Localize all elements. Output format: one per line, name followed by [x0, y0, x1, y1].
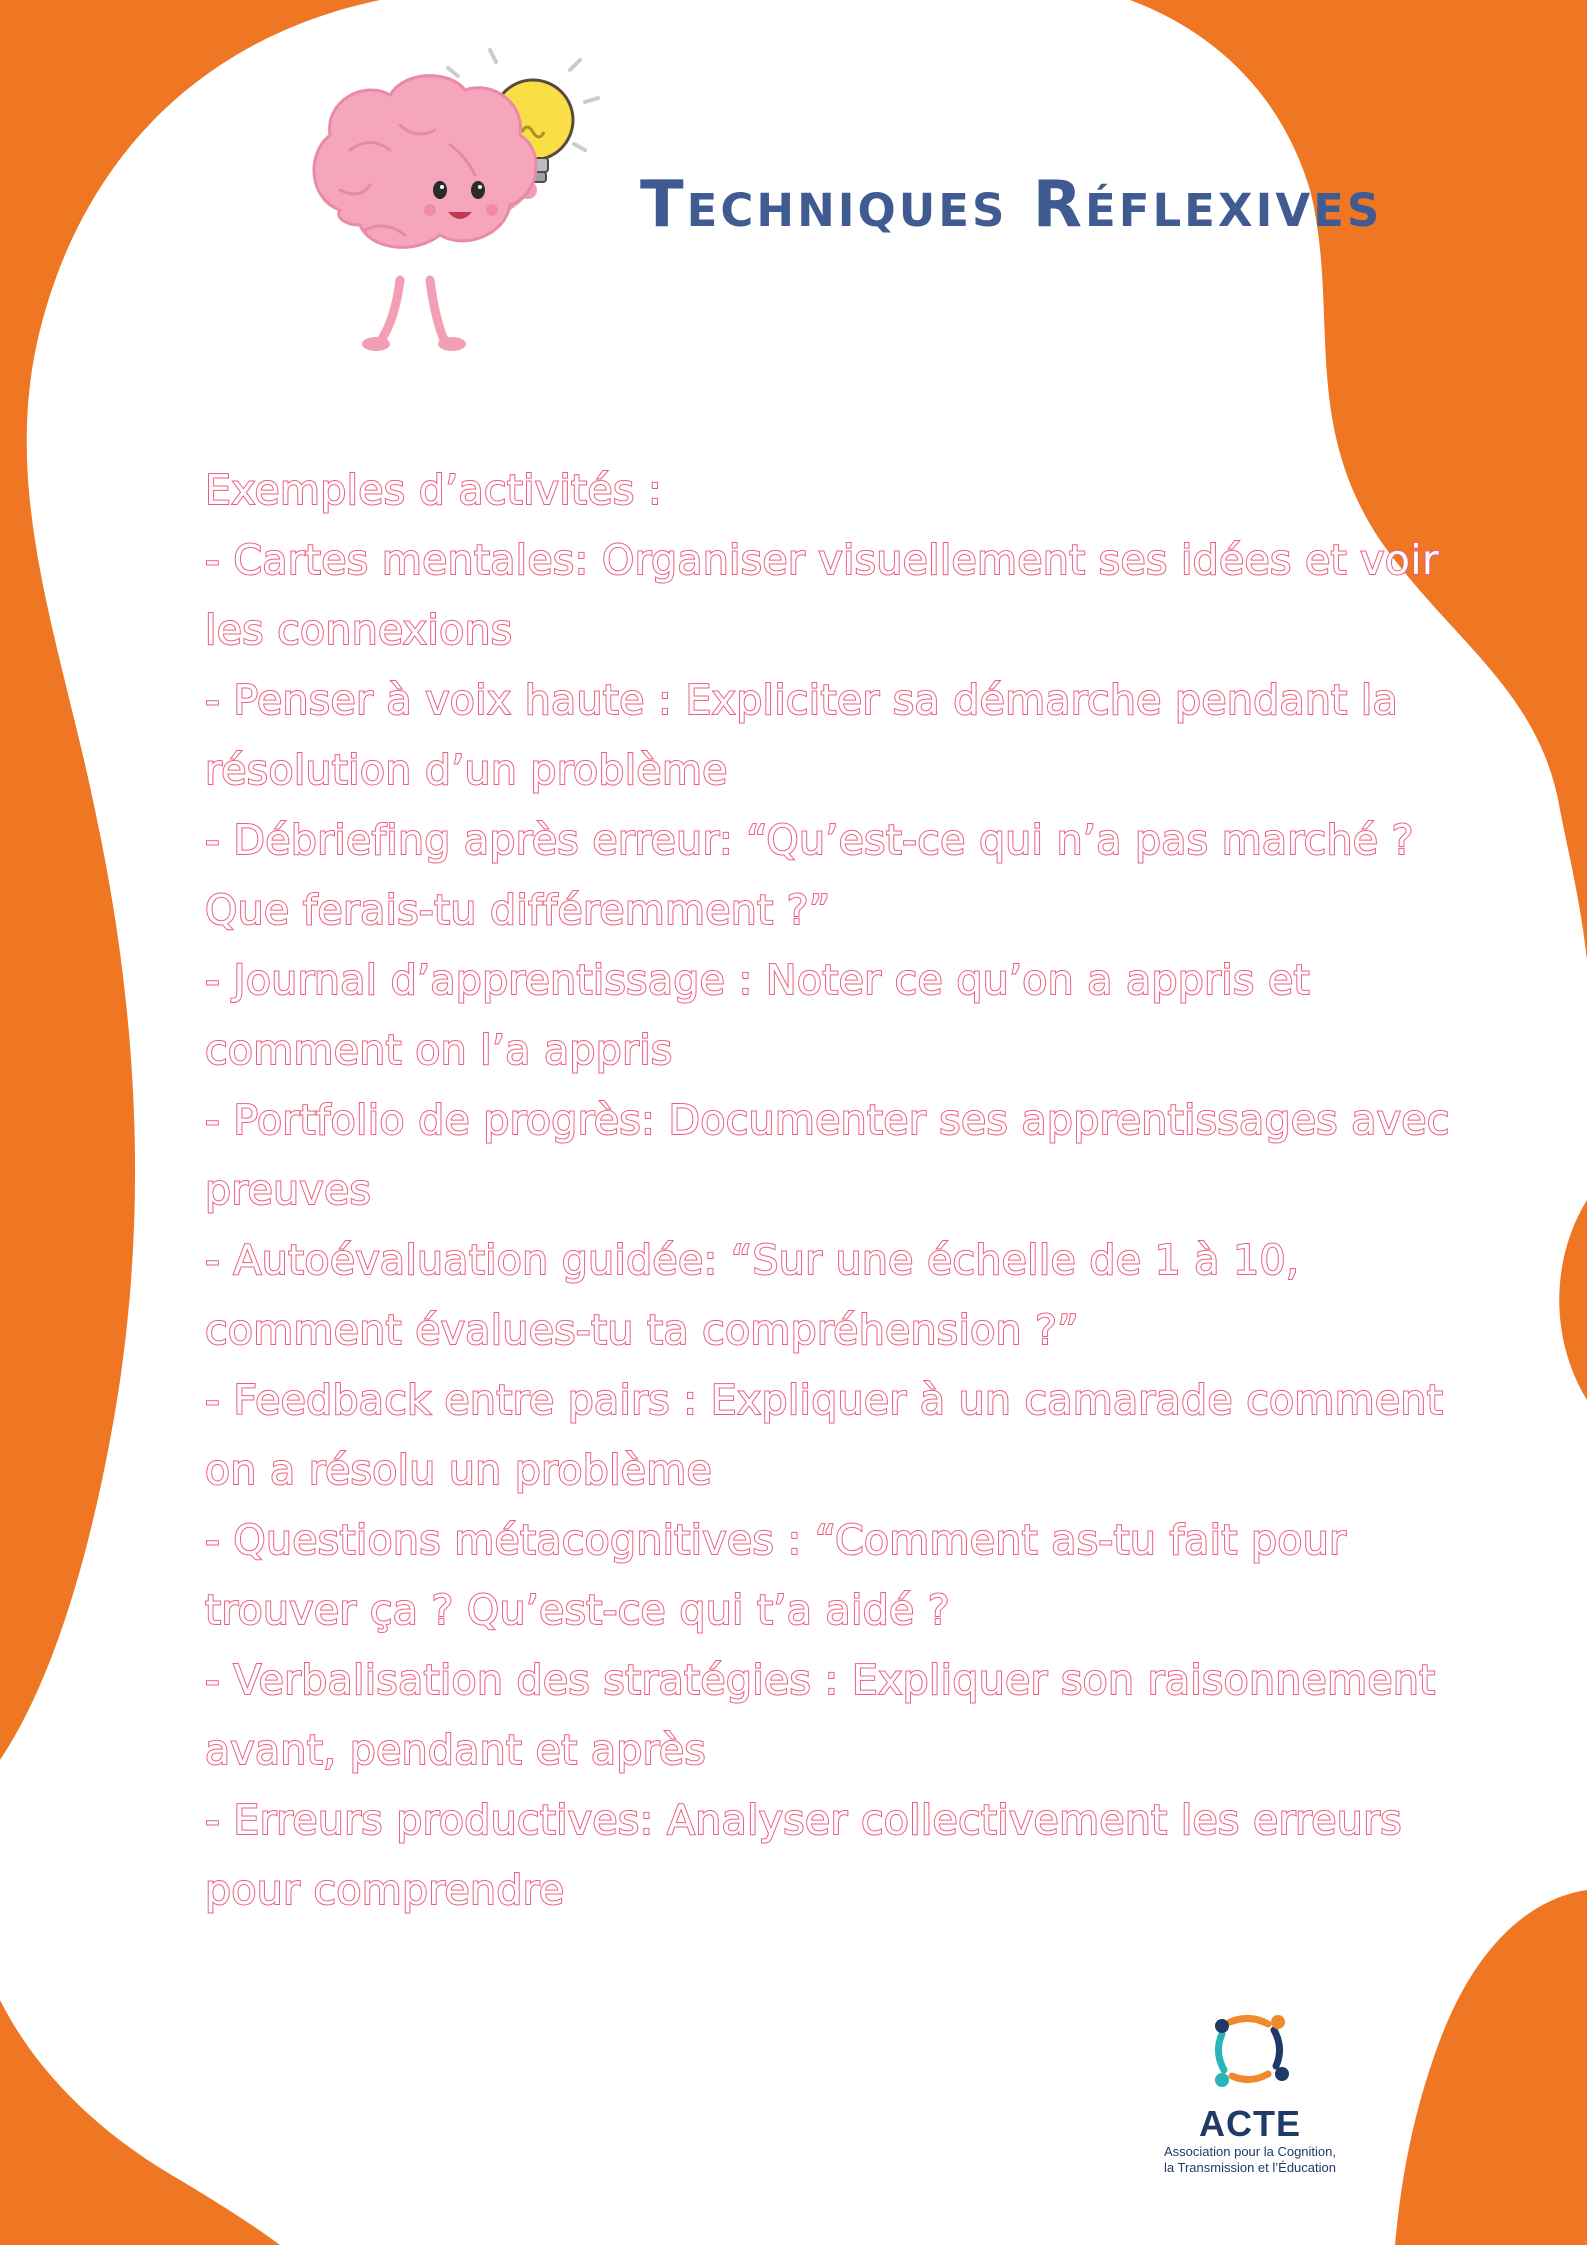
list-item: - Erreurs productives: Analyser collectivement les erreurs pour comprendre — [205, 1796, 1402, 1914]
list-item: - Débriefing après erreur: “Qu’est-ce qui n’a pas marché ? Que ferais-tu différemment ?” — [205, 816, 1414, 934]
list-item: - Feedback entre pairs : Expliquer à un camarade comment on a résolu un problème — [205, 1376, 1444, 1494]
activities-list — [205, 455, 1450, 1925]
list-item: - Questions métacognitives : “Comment as-tu fait pour trouver ça ? Qu’est-ce qui t’a aidé ? — [205, 1516, 1347, 1634]
logo-subtitle-line2: la Transmission et l’Éducation — [1164, 2160, 1336, 2175]
logo-name: ACTE — [1199, 2103, 1301, 2144]
list-intro: Exemples d’activités : — [205, 466, 663, 514]
list-item: - Portfolio de progrès: Documenter ses apprentissages avec preuves — [205, 1096, 1450, 1214]
people-circle-icon — [1200, 2000, 1300, 2100]
list-item: - Autoévaluation guidée: “Sur une échelle de 1 à 10, comment évalues-tu ta compréhension ?” — [205, 1236, 1300, 1354]
acte-logo — [1135, 2000, 1365, 2210]
list-item: - Verbalisation des stratégies : Expliquer son raisonnement avant, pendant et après — [205, 1656, 1436, 1774]
brain-lightbulb-icon — [280, 40, 620, 360]
list-item: - Penser à voix haute : Expliciter sa démarche pendant la résolution d’un problème — [205, 676, 1399, 794]
list-item: - Cartes mentales: Organiser visuellement ses idées et voir les connexions — [205, 536, 1440, 654]
logo-subtitle-line1: Association pour la Cognition, — [1164, 2144, 1336, 2159]
page-title: Techniques Réflexives — [640, 168, 1383, 242]
list-item: - Journal d’apprentissage : Noter ce qu’on a appris et comment on l’a appris — [205, 956, 1310, 1074]
